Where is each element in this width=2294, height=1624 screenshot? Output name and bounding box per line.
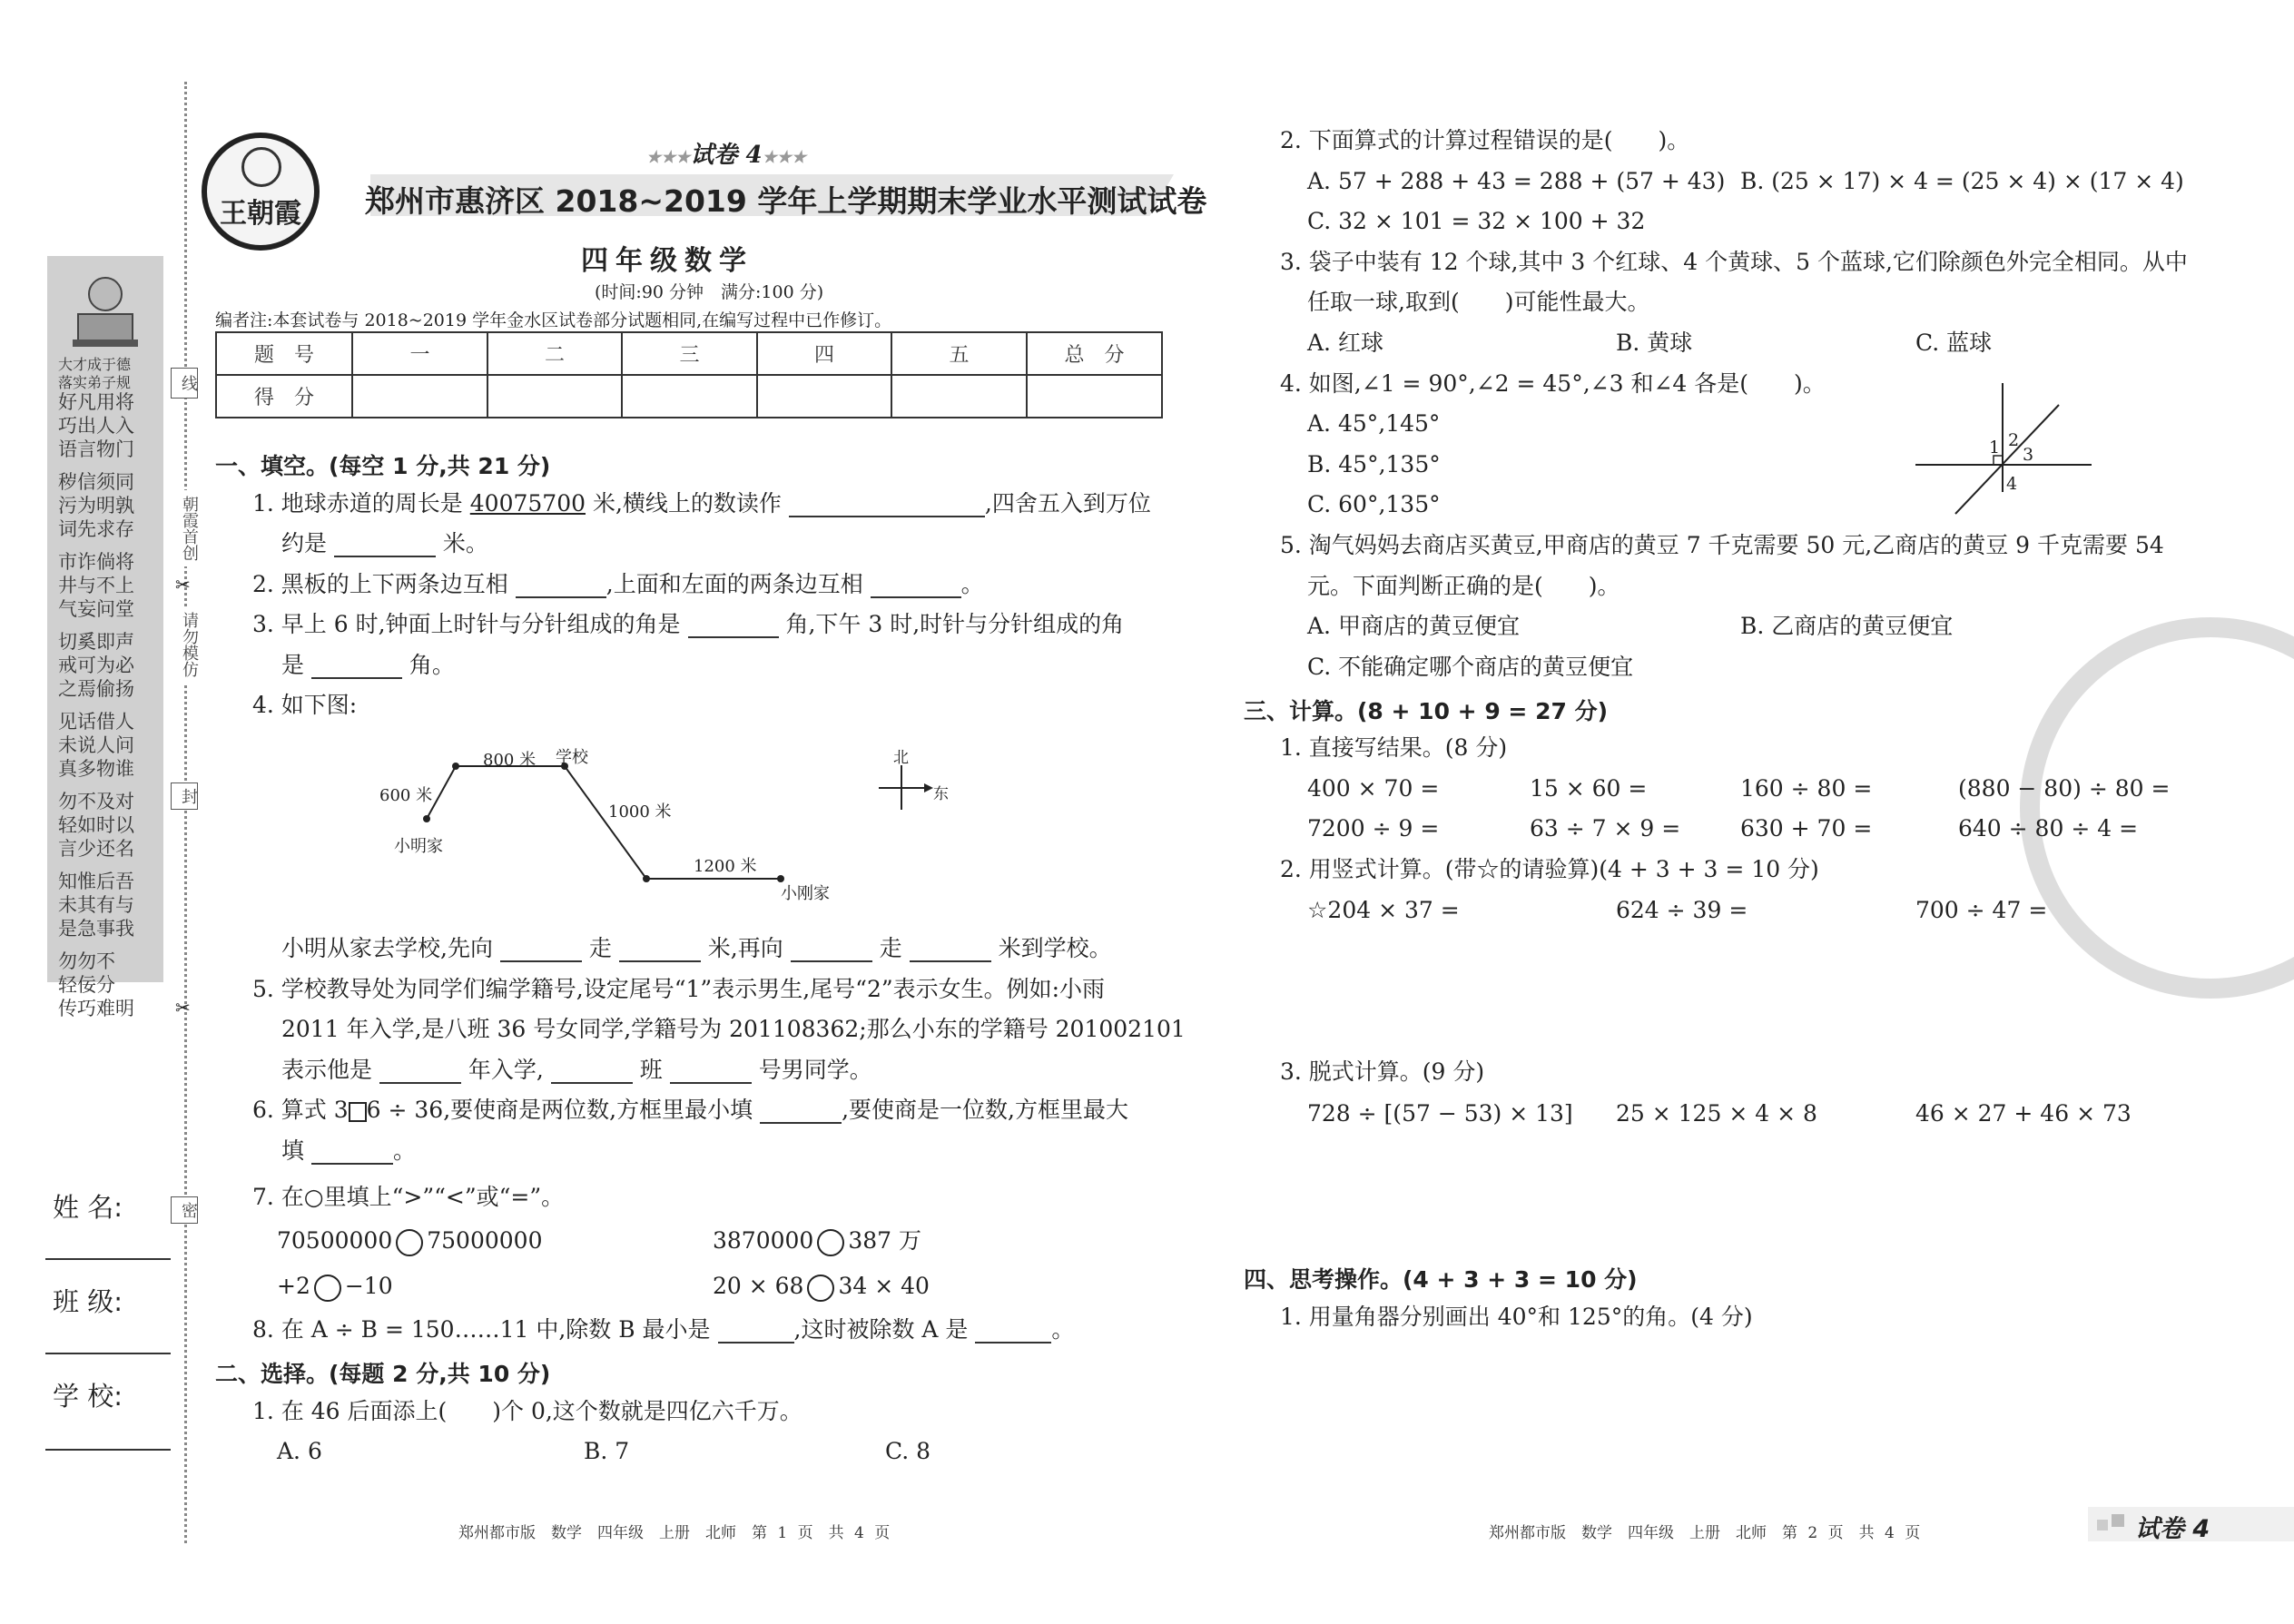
s2-q3-option-b[interactable]: B. 黄球 xyxy=(1616,330,1693,356)
score-header: 四 xyxy=(757,332,891,375)
s1-q5-line3: 表示他是 年入学, 班 号男同学。 xyxy=(281,1057,872,1083)
score-header: 五 xyxy=(891,332,1027,375)
section-1-heading: 一、填空。(每空 1 分,共 21 分) xyxy=(215,453,551,479)
s2-q1: 1. 在 46 后面添上( )个 0,这个数就是四亿六千万。 xyxy=(252,1398,802,1424)
section-4-heading: 四、思考操作。(4 + 3 + 3 = 10 分) xyxy=(1244,1266,1638,1293)
score-row xyxy=(216,375,1162,418)
answer-blank[interactable] xyxy=(619,939,701,962)
motto-sidebar xyxy=(47,256,163,1019)
score-cell[interactable] xyxy=(487,375,622,418)
s4-q1: 1. 用量角器分别画出 40°和 125°的角。(4 分) xyxy=(1280,1304,1753,1330)
s1-q4-answer: 小明从家去学校,先向 走 米,再向 走 米到学校。 xyxy=(281,935,1112,961)
s2-q2-option-b[interactable]: B. (25 × 17) × 4 = (25 × 4) × (17 × 4) xyxy=(1740,168,2184,194)
section-3-heading: 三、计算。(8 + 10 + 9 = 27 分) xyxy=(1244,698,1608,724)
s2-q1-option-c[interactable]: C. 8 xyxy=(885,1438,931,1464)
score-cell[interactable] xyxy=(891,375,1027,418)
s1-q7: 7. 在○里填上“>”“<”或“=”。 xyxy=(252,1184,565,1210)
route-diagram xyxy=(381,735,962,917)
paper-tag: 试卷 4 xyxy=(2088,1507,2294,1541)
score-table xyxy=(215,331,1163,418)
s1-q7-item: 70500000 75000000 xyxy=(277,1227,543,1256)
answer-blank[interactable] xyxy=(975,1320,1051,1343)
label-school: 学校 xyxy=(556,748,588,767)
answer-blank[interactable] xyxy=(760,1100,842,1124)
series-tag: ★★★试卷 4★★★ xyxy=(646,142,806,169)
scissors-icon: ✂ xyxy=(175,997,191,1019)
answer-blank[interactable] xyxy=(311,655,402,679)
confidential-seal-watermark xyxy=(2020,617,2294,999)
s3-q2: 2. 用竖式计算。(带☆的请验算)(4 + 3 + 3 = 10 分) xyxy=(1280,856,1819,882)
s2-q5-option-a[interactable]: A. 甲商店的黄豆便宜 xyxy=(1307,613,1520,639)
direct-calc: (880 − 80) ÷ 80 = xyxy=(1958,775,2171,802)
cut-line xyxy=(184,82,187,1543)
s1-q8: 8. 在 A ÷ B = 150……11 中,除数 B 最小是 ,这时被除数 A 是 。 xyxy=(252,1316,1075,1343)
s1-q7-item: 3870000 387 万 xyxy=(713,1227,921,1256)
s1-q3-cont: 是 角。 xyxy=(281,652,455,678)
label-1000m: 1000 米 xyxy=(608,802,672,822)
s2-q3-cont: 任取一球,取到( )可能性最大。 xyxy=(1307,289,1650,315)
direct-calc: 640 ÷ 80 ÷ 4 = xyxy=(1958,815,2139,842)
compare-circle[interactable] xyxy=(817,1229,844,1256)
s2-q4: 4. 如图,∠1 = 90°,∠2 = 45°,∠3 和∠4 各是( )。 xyxy=(1280,370,1826,397)
footer-right: 郑州都市版 数学 四年级 上册 北师 第 2 页 共 4 页 xyxy=(1489,1524,1921,1542)
subject-title: 四年级数学 xyxy=(581,245,753,277)
angle-label-1: 1 xyxy=(1989,438,2001,458)
s2-q2-option-a[interactable]: A. 57 + 288 + 43 = 288 + (57 + 43) xyxy=(1307,168,1726,194)
answer-blank[interactable] xyxy=(789,494,985,517)
cut-label-no-copy: 请勿模仿 xyxy=(171,606,198,683)
name-label: 姓 名: xyxy=(53,1192,123,1223)
answer-blank[interactable] xyxy=(791,939,872,962)
label-xiaogang-home: 小刚家 xyxy=(781,884,830,903)
s2-q5-option-b[interactable]: B. 乙商店的黄豆便宜 xyxy=(1740,613,1954,639)
compass-east: 东 xyxy=(933,785,949,803)
s3-q1: 1. 直接写结果。(8 分) xyxy=(1280,734,1508,761)
score-header: 二 xyxy=(487,332,622,375)
motto-text: 大才成于德 落实弟子规 xyxy=(58,356,132,391)
class-label: 班 级: xyxy=(53,1286,123,1317)
answer-blank[interactable] xyxy=(670,1060,752,1084)
score-header: 三 xyxy=(622,332,757,375)
direct-calc: 400 × 70 = xyxy=(1307,775,1440,802)
label-600m: 600 米 xyxy=(379,786,433,805)
section-2-heading: 二、选择。(每题 2 分,共 10 分) xyxy=(215,1361,551,1387)
vertical-calc: 700 ÷ 47 = xyxy=(1915,897,2048,923)
s1-q5: 5. 学校教导处为同学们编学籍号,设定尾号“1”表示男生,尾号“2”表示女生。例如:小雨 xyxy=(252,976,1106,1002)
direct-calc: 7200 ÷ 9 = xyxy=(1307,815,1440,842)
school-field[interactable] xyxy=(45,1449,171,1451)
s1-q6: 6. 算式 3 6 ÷ 36,要使商是两位数,方框里最小填 ,要使商是一位数,方框里最大 xyxy=(252,1097,1128,1123)
answer-blank[interactable] xyxy=(500,939,582,962)
angle-label-2: 2 xyxy=(2008,430,2020,450)
answer-blank[interactable] xyxy=(311,1141,393,1165)
s1-q4: 4. 如下图: xyxy=(252,692,358,718)
stepwise-calc: 25 × 125 × 4 × 8 xyxy=(1616,1100,1817,1127)
s3-q3: 3. 脱式计算。(9 分) xyxy=(1280,1058,1485,1085)
score-header-row xyxy=(216,332,1162,375)
answer-blank[interactable] xyxy=(718,1320,794,1343)
motto-columns: 好凡用将 巧出人入 语言物门 秽信须同 污为明孰 词先求存 市诈倘将 井与不上 气妄问堂 切奚即声 戒可为必 之焉偷扬 见话借人 未说人问 真多物谁 勿不及对 轻如时以 言少还名 知惟后吾 未其有与 是急事我 勿勿不 轻佞分 传巧难明 xyxy=(58,391,134,1019)
score-header: 总 分 xyxy=(1027,332,1162,375)
vertical-calc: 624 ÷ 39 = xyxy=(1616,897,1748,923)
school-label: 学 校: xyxy=(53,1381,123,1412)
page-title: 郑州市惠济区 2018~2019 学年上学期期末学业水平测试试卷 xyxy=(365,183,1207,219)
cut-label-original: 朝霞首创 xyxy=(171,490,198,566)
s1-q3: 3. 早上 6 时,钟面上时针与分针组成的角是 角,下午 3 时,时针与分针组成的角 xyxy=(252,611,1125,637)
label-1200m: 1200 米 xyxy=(694,857,757,876)
cut-label-line: 线 xyxy=(171,368,198,399)
stepwise-calc: 728 ÷ [(57 − 53) × 13] xyxy=(1307,1100,1573,1127)
s2-q5-option-c[interactable]: C. 不能确定哪个商店的黄豆便宜 xyxy=(1307,654,1634,680)
score-cell[interactable] xyxy=(757,375,891,418)
compass-north: 北 xyxy=(893,749,909,767)
s2-q3-option-a[interactable]: A. 红球 xyxy=(1307,330,1383,356)
direct-calc: 15 × 60 = xyxy=(1530,775,1648,802)
compare-circle[interactable] xyxy=(314,1275,341,1302)
scholar-illustration xyxy=(69,269,142,350)
angle-label-4: 4 xyxy=(2006,474,2018,494)
s1-q5-line2: 2011 年入学,是八班 36 号女同学,学籍号为 201108362;那么小东的学籍号 201002101 xyxy=(281,1016,1186,1042)
direct-calc: 630 + 70 = xyxy=(1740,815,1873,842)
s1-q1: 1. 地球赤道的周长是 40075700 米,横线上的数读作 ,四舍五入到万位 xyxy=(252,490,1151,517)
editor-note: 编者注:本套试卷与 2018~2019 学年金水区试卷部分试题相同,在编写过程中已作修订。 xyxy=(215,310,892,330)
s2-q1-option-a[interactable]: A. 6 xyxy=(277,1438,322,1464)
score-header: 题 号 xyxy=(216,332,352,375)
time-info: (时间:90 分钟 满分:100 分) xyxy=(595,282,824,302)
direct-calc: 160 ÷ 80 = xyxy=(1740,775,1873,802)
answer-blank[interactable] xyxy=(551,1060,633,1084)
s1-q2: 2. 黑板的上下两条边互相 ,上面和左面的两条边互相 。 xyxy=(252,571,984,597)
answer-blank[interactable] xyxy=(910,939,991,962)
score-header: 一 xyxy=(352,332,487,375)
angle-label-3: 3 xyxy=(2023,445,2034,465)
score-cell[interactable] xyxy=(622,375,757,418)
name-field[interactable] xyxy=(45,1258,171,1260)
cut-label-secret: 密 xyxy=(171,1196,198,1224)
s1-q7-item: +2 −10 xyxy=(277,1273,393,1302)
s2-q4-option-b[interactable]: B. 45°,135° xyxy=(1307,451,1441,477)
answer-blank[interactable] xyxy=(871,575,961,598)
class-field[interactable] xyxy=(45,1353,171,1354)
s2-q5: 5. 淘气妈妈去商店买黄豆,甲商店的黄豆 7 千克需要 50 元,乙商店的黄豆 9 千克需要 54 xyxy=(1280,532,2164,558)
vertical-calc: ☆204 × 37 = xyxy=(1307,897,1460,923)
s1-q6-cont: 填 。 xyxy=(281,1137,416,1164)
label-800m: 800 米 xyxy=(483,751,537,770)
s2-q2-option-c[interactable]: C. 32 × 101 = 32 × 100 + 32 xyxy=(1307,208,1646,234)
label-xiaoming-home: 小明家 xyxy=(394,837,443,856)
s1-q7-item: 20 × 68 34 × 40 xyxy=(713,1273,930,1302)
scissors-icon: ✂ xyxy=(175,574,191,595)
score-row-label: 得 分 xyxy=(216,375,352,418)
footer-left: 郑州都市版 数学 四年级 上册 北师 第 1 页 共 4 页 xyxy=(458,1524,891,1542)
s2-q5-cont: 元。下面判断正确的是( )。 xyxy=(1307,573,1620,599)
answer-blank[interactable] xyxy=(688,615,779,638)
s2-q4-option-c[interactable]: C. 60°,135° xyxy=(1307,491,1441,517)
digit-box[interactable] xyxy=(349,1102,367,1122)
direct-calc: 63 ÷ 7 × 9 = xyxy=(1530,815,1681,842)
answer-blank[interactable] xyxy=(334,534,436,557)
score-cell[interactable] xyxy=(352,375,487,418)
compare-circle[interactable] xyxy=(396,1229,423,1256)
brand-logo: 王朝霞 xyxy=(202,133,320,251)
compare-circle[interactable] xyxy=(807,1275,834,1302)
cut-label-seal: 封 xyxy=(171,782,198,810)
stepwise-calc: 46 × 27 + 46 × 73 xyxy=(1915,1100,2132,1127)
s2-q3: 3. 袋子中装有 12 个球,其中 3 个红球、4 个黄球、5 个蓝球,它们除颜色外完全相同。从中 xyxy=(1280,249,2188,275)
answer-blank[interactable] xyxy=(379,1060,461,1084)
score-cell[interactable] xyxy=(1027,375,1162,418)
s2-q1-option-b[interactable]: B. 7 xyxy=(584,1438,630,1464)
s2-q4-option-a[interactable]: A. 45°,145° xyxy=(1307,410,1441,437)
s1-q1-cont: 约是 米。 xyxy=(281,530,488,556)
s2-q2: 2. 下面算式的计算过程错误的是( )。 xyxy=(1280,127,1690,153)
answer-blank[interactable] xyxy=(516,575,606,598)
s2-q3-option-c[interactable]: C. 蓝球 xyxy=(1915,330,1993,356)
